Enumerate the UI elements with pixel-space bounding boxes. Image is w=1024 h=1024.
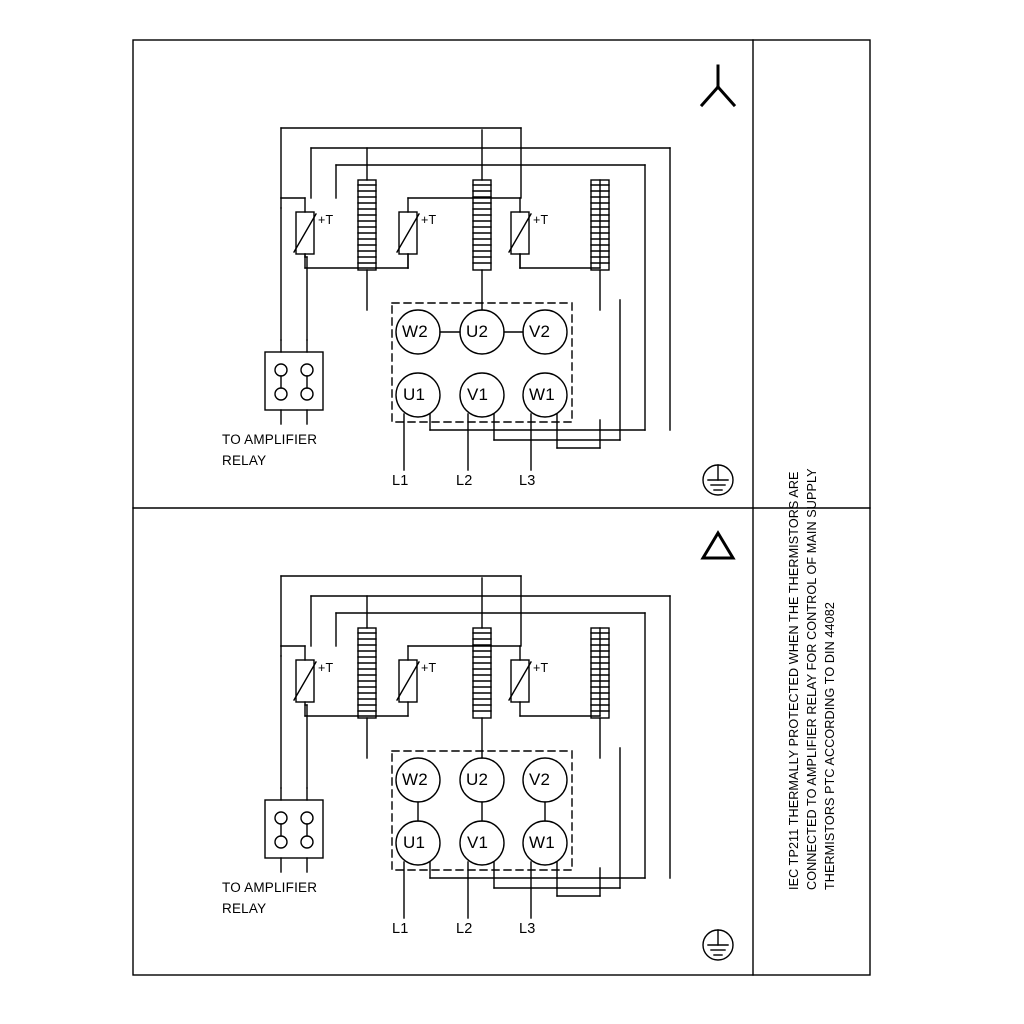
terminal-label-V2-delta: V2	[529, 770, 551, 789]
winding-coil-2-delta	[473, 578, 491, 758]
wye-symbol	[702, 66, 734, 105]
thermistor-label-2-delta: +T	[421, 661, 437, 675]
thermistor-label-3-star: +T	[533, 213, 549, 227]
terminal-label-U2-star: U2	[466, 322, 489, 341]
terminal-label-W1-delta: W1	[529, 833, 555, 852]
terminal-label-U1-delta: U1	[403, 833, 426, 852]
amplifier-label-line2-delta: RELAY	[222, 901, 267, 916]
thermistor-label-3-delta: +T	[533, 661, 549, 675]
phase-label-L1-delta: L1	[392, 921, 409, 937]
thermistor-label-1-delta: +T	[318, 661, 334, 675]
amplifier-label-line1-delta: TO AMPLIFIER	[222, 880, 318, 895]
earth-ground-icon-star	[703, 465, 733, 495]
terminal-label-W2-star: W2	[402, 322, 428, 341]
thermistor-3-delta	[509, 646, 531, 716]
phase-label-L1-star: L1	[392, 473, 409, 489]
amplifier-terminal-block-delta	[265, 788, 323, 872]
winding-coil-1-delta	[358, 596, 376, 758]
thermistor-label-2-star: +T	[421, 213, 437, 227]
delta-symbol	[703, 533, 733, 558]
amplifier-terminal-block-star	[265, 340, 323, 424]
terminal-label-V1-delta: V1	[467, 833, 489, 852]
winding-coil-2-star	[473, 130, 491, 310]
terminal-label-U1-star: U1	[403, 385, 426, 404]
phase-label-L2-star: L2	[456, 473, 473, 489]
phase-label-L3-star: L3	[519, 473, 536, 489]
amplifier-label-line2-star: RELAY	[222, 453, 267, 468]
phase-label-L3-delta: L3	[519, 921, 536, 937]
thermistor-1-delta	[294, 646, 316, 702]
panel-delta	[265, 533, 733, 960]
side-note-line2: CONNECTED TO AMPLIFIER RELAY FOR CONTROL OF MAIN SUPPLY	[805, 468, 819, 890]
terminal-label-V2-star: V2	[529, 322, 551, 341]
side-note-line1: IEC TP211 THERMALLY PROTECTED WHEN THE THERMISTORS ARE	[787, 471, 801, 890]
winding-coil-1-star	[358, 148, 376, 310]
terminal-label-V1-star: V1	[467, 385, 489, 404]
amplifier-label-line1-star: TO AMPLIFIER	[222, 432, 318, 447]
terminal-label-W2-delta: W2	[402, 770, 428, 789]
thermistor-1-star	[294, 198, 316, 257]
side-note-line3: THERMISTORS PTC ACCORDING TO DIN 44082	[823, 602, 837, 890]
terminal-label-W1-star: W1	[529, 385, 555, 404]
phase-label-L2-delta: L2	[456, 921, 473, 937]
terminal-label-U2-delta: U2	[466, 770, 489, 789]
panel-star	[265, 66, 734, 495]
thermistor-2-delta	[397, 646, 419, 716]
earth-ground-icon-delta	[703, 930, 733, 960]
thermistor-label-1-star: +T	[318, 213, 334, 227]
